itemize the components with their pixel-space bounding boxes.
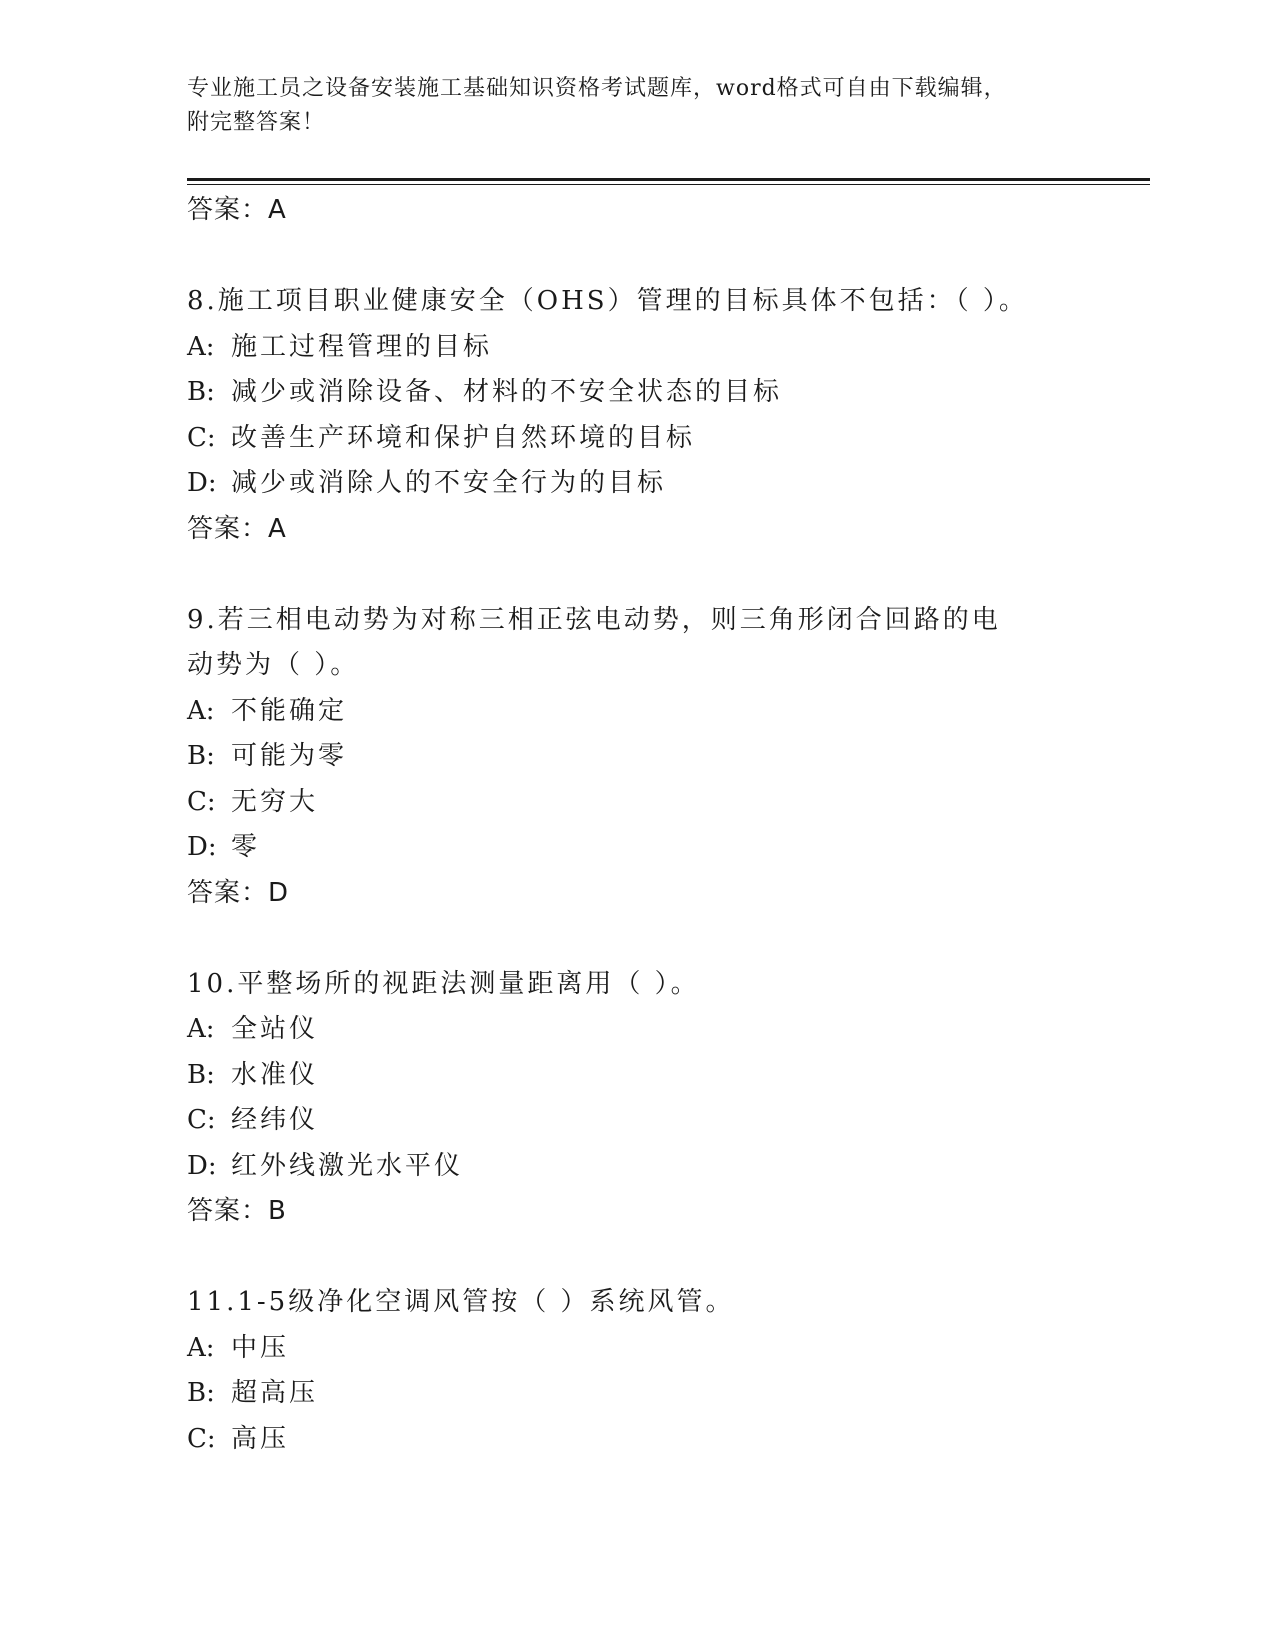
header-line-1: 专业施工员之设备安装施工基础知识资格考试题库，word格式可自由下载编辑， [187,76,1007,101]
option-d [187,461,1087,507]
option-text: 无穷大 [231,786,319,817]
option-text: 经纬仪 [231,1105,319,1135]
question-stem: 11.1-5级净化空调风管按（ ）系统风管。 [187,1287,735,1317]
header-line-2: 附完整答案！ [187,110,326,135]
option-text: 水准仪 [231,1059,319,1090]
option-c [187,1417,1087,1463]
option-text: 减少或消除人的不安全行为的目标 [231,468,667,498]
option-d [187,1144,1087,1190]
previous-answer: 答案：A [187,195,287,225]
option-letter: B: [187,1378,215,1408]
option-letter: A: [187,331,215,362]
option-text: 中压 [231,1332,290,1363]
option-letter: D: [187,832,217,862]
option-letter: C: [187,1423,216,1454]
option-letter: B: [187,1059,215,1090]
option-c [187,1098,1087,1144]
document-header [187,72,1087,140]
option-letter: B: [187,741,215,771]
option-a [187,325,1087,371]
option-text: 高压 [231,1423,290,1454]
question-stem: 10.平整场所的视距法测量距离用（ ）。 [187,968,700,999]
answer-line: 答案：A [187,513,287,544]
option-c [187,780,1087,826]
question-8 [187,279,1087,552]
option-letter: A: [187,695,215,726]
option-letter: D: [187,468,217,498]
question-stem: 9.若三相电动势为对称三相正弦电动势，则三角形闭合回路的电动势为（ ）。 [187,604,1001,680]
option-text: 零 [231,832,261,862]
option-b [187,370,1087,416]
option-b [187,1053,1087,1099]
question-10 [187,962,1087,1235]
option-d [187,825,1087,871]
option-text: 改善生产环境和保护自然环境的目标 [231,422,696,453]
answer-line: 答案：B [187,1196,287,1226]
option-a [187,1326,1087,1372]
question-11 [187,1280,1087,1462]
option-text: 不能确定 [231,695,348,726]
option-letter: A: [187,1332,215,1363]
answer-line: 答案：D [187,877,290,908]
header-rule-thin [187,184,1150,185]
option-text: 超高压 [231,1378,319,1408]
option-text: 减少或消除设备、材料的不安全状态的目标 [231,377,783,407]
option-letter: C: [187,786,216,817]
option-letter: D: [187,1150,217,1181]
option-a [187,689,1087,735]
option-letter: C: [187,1105,216,1135]
option-text: 可能为零 [231,741,348,771]
option-b [187,1371,1087,1417]
option-c [187,416,1087,462]
question-stem: 8.施工项目职业健康安全（OHS）管理的目标具体不包括：（ ）。 [187,286,1028,316]
header-rule-thick [187,178,1150,181]
option-b [187,734,1087,780]
option-text: 施工过程管理的目标 [231,331,493,362]
question-9 [187,598,1087,917]
option-letter: B: [187,377,215,407]
option-text: 红外线激光水平仪 [231,1150,464,1181]
option-text: 全站仪 [231,1014,319,1044]
option-a [187,1007,1087,1053]
option-letter: C: [187,422,216,453]
option-letter: A: [187,1014,215,1044]
question-list [187,188,1087,1462]
